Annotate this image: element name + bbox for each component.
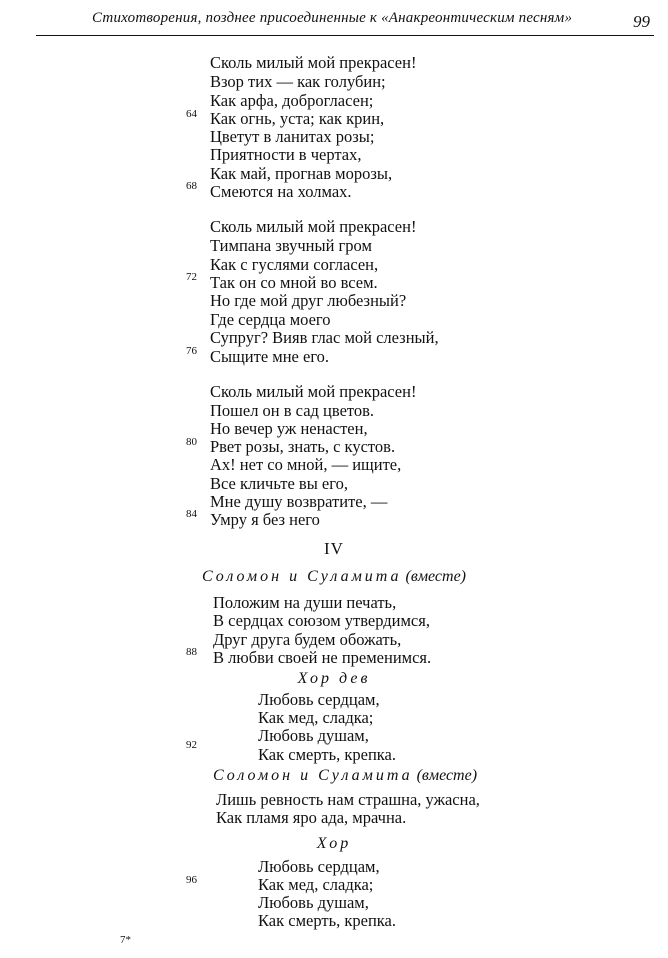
verse-line: Лишь ревность нам страшна, ужасна, <box>216 790 480 809</box>
verse-line: Как смерть, крепка. <box>258 911 396 930</box>
verse-line: Сколь милый мой прекрасен! <box>210 53 417 72</box>
header-rule <box>36 35 654 36</box>
verse-line: Как май, прогнав морозы, <box>210 164 393 183</box>
stage-direction: (вместе) <box>416 767 478 784</box>
verse-line: Где сердца моего <box>210 310 331 329</box>
line-number: 96 <box>186 874 197 886</box>
line-number: 92 <box>186 739 197 751</box>
line-number: 84 <box>186 508 197 520</box>
verse-line: Но где мой друг любезный? <box>210 291 407 310</box>
verse-line: Как мед, сладка; <box>258 708 374 727</box>
verse-line: Как с гуслями согласен, <box>210 255 379 274</box>
verse-line: Так он со мной во всем. <box>210 273 378 292</box>
running-title: Стихотворения, позднее присоединенные к «Анакреонтическим песням» <box>92 10 573 26</box>
running-header <box>92 10 652 34</box>
verse-line: Любовь сердцам, <box>258 857 380 876</box>
verse-line: В сердцах союзом утвердимся, <box>213 611 430 630</box>
line-number: 76 <box>186 345 197 357</box>
verse-line: Любовь душам, <box>258 726 369 745</box>
verse-line: Цветут в ланитах розы; <box>210 127 375 146</box>
verse-line: Смеются на холмах. <box>210 182 352 201</box>
verse-line: Как мед, сладка; <box>258 875 374 894</box>
verse-line: Друг друга будем обожать, <box>213 630 402 649</box>
speaker-heading: Хор <box>316 835 352 852</box>
stage-direction: (вместе) <box>405 568 467 585</box>
speaker-heading <box>0 569 668 585</box>
verse-line: Умру я без него <box>210 510 320 529</box>
line-number: 68 <box>186 180 197 192</box>
verse-line: Как смерть, крепка. <box>258 745 396 764</box>
speaker-heading <box>213 768 477 784</box>
verse-line: Но вечер уж ненастен, <box>210 419 368 438</box>
line-number: 88 <box>186 646 197 658</box>
verse-line: Любовь сердцам, <box>258 690 380 709</box>
verse-line: Как пламя яро ада, мрачна. <box>216 808 407 827</box>
verse-line: Тимпана звучный гром <box>210 236 372 255</box>
page-number: 99 <box>633 12 650 31</box>
line-number: 72 <box>186 271 197 283</box>
speaker-name: Соломон и Суламита <box>213 767 413 784</box>
speaker-heading: Хор дев <box>297 670 371 687</box>
verse-line: Взор тих — как голубин; <box>210 72 386 91</box>
line-number: 64 <box>186 108 197 120</box>
signature-mark: 7* <box>120 934 131 946</box>
verse-line: Приятности в чертах, <box>210 145 362 164</box>
verse-line: Мне душу возвратите, — <box>210 492 388 511</box>
verse-line: Ах! нет со мной, — ищите, <box>210 455 402 474</box>
verse-line: Как огнь, уста; как крин, <box>210 109 385 128</box>
verse-line: Как арфа, доброгласен; <box>210 91 374 110</box>
verse-line: Сыщите мне его. <box>210 347 330 366</box>
verse-line: Сколь милый мой прекрасен! <box>210 217 417 236</box>
verse-line: Пошел он в сад цветов. <box>210 401 375 420</box>
speaker-name: Соломон и Суламита <box>201 568 402 585</box>
part-heading: IV <box>324 539 344 558</box>
line-number: 80 <box>186 436 197 448</box>
verse-line: В любви своей не пременимся. <box>213 648 432 667</box>
verse-line: Сколь милый мой прекрасен! <box>210 382 417 401</box>
verse-line: Все кличьте вы его, <box>210 474 348 493</box>
verse-line: Положим на души печать, <box>213 593 397 612</box>
verse-line: Рвет розы, знать, с кустов. <box>210 437 396 456</box>
verse-line: Любовь душам, <box>258 893 369 912</box>
verse-line: Супруг? Вияв глас мой слезный, <box>210 328 439 347</box>
